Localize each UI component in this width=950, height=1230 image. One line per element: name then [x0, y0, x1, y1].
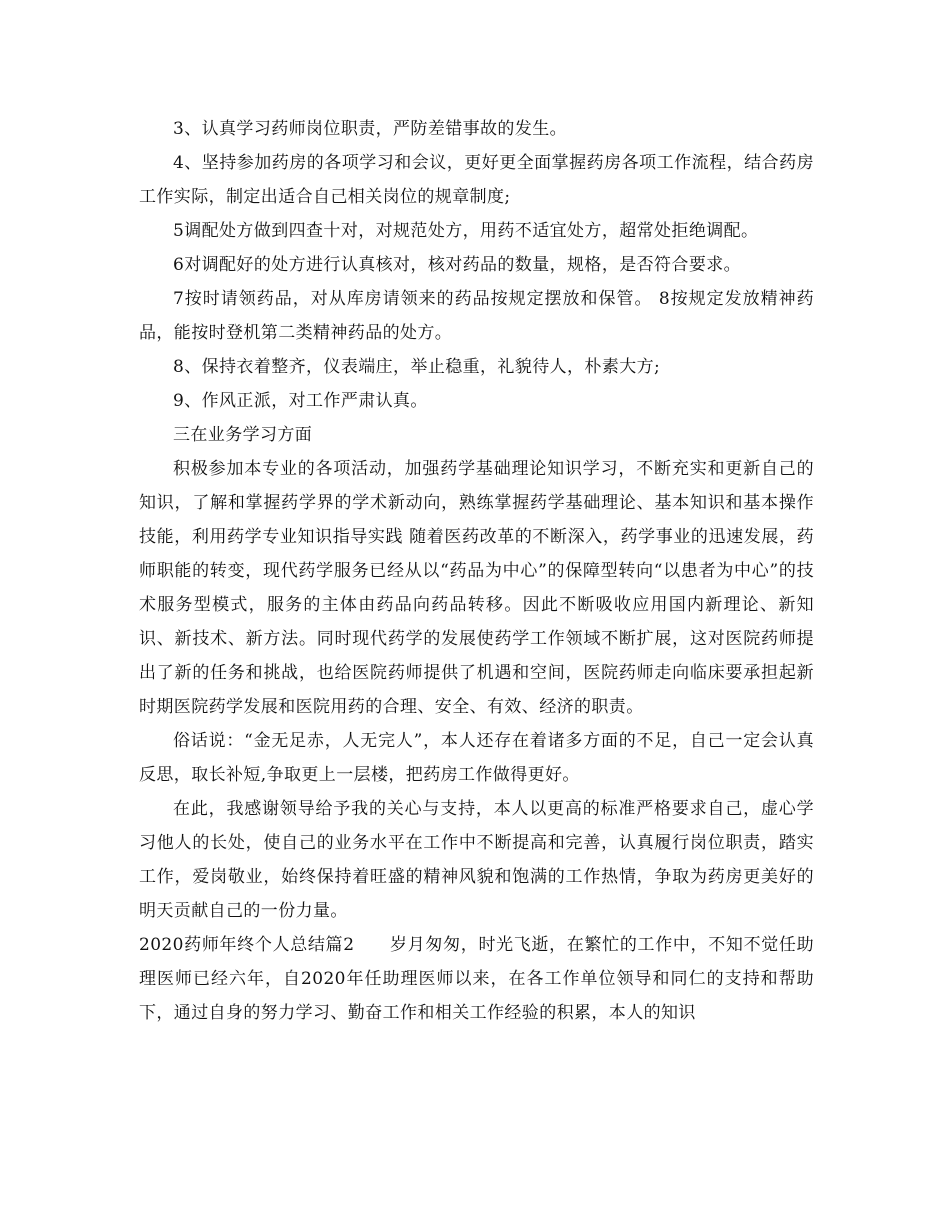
paragraph-item-5: 5调配处方做到四查十对，对规范处方，用药不适宜处方，超常处拒绝调配。 — [173, 221, 759, 241]
paragraph-item-9: 9、作风正派，对工作严肃认真。 — [173, 391, 428, 411]
paragraph-item-4: 4、坚持参加药房的各项学习和会议，更好更全面掌握药房各项工作流程，结合药房工作实际，制定出适合自己相关岗位的规章制度; — [139, 153, 814, 207]
paragraph-thanks: 在此，我感谢领导给予我的关心与支持，本人以更高的标准严格要求自己，虚心学习他人的长处，使自己的业务水平在工作中不断提高和完善，认真履行岗位职责，踏实工作，爱岗敬业，始终保持着旺盛的精神风貌和饱满的工作热情，争取为药房更美好的明天贡献自己的一份力量。 — [139, 799, 814, 921]
section-heading: 三在业务学习方面 — [173, 425, 313, 445]
paragraph-item-6: 6对调配好的处方进行认真核对，核对药品的数量，规格，是否符合要求。 — [173, 255, 742, 275]
paragraph-item-8: 8、保持衣着整齐，仪表端庄，举止稳重，礼貌待人，朴素大方; — [173, 357, 661, 377]
paragraph-study: 积极参加本专业的各项活动，加强药学基础理论知识学习，不断充实和更新自己的知识，了解和掌握药学界的学术新动向，熟练掌握药学基础理论、基本知识和基本操作技能，利用药学专业知识指导实践 随着医药改革的不断深入，药学事业的迅速发展，药师职能的转变，现代药学服务已经从以“药品为中心”的保障型转向“以患者为中心”的技术服务型模式，服务的主体由药品向药品转移。因此不断吸收应用国内新理论、新知识、新技术、新方法。同时现代药学的发展使药学工作领域不断扩展，这对医院药师提出了新的任务和挑战，也给医院药师提供了机遇和空间，医院药师走向临床要承担起新时期医院药学发展和医院用药的合理、安全、有效、经济的职责。 — [139, 459, 814, 717]
paragraph-proverb: 俗话说：“金无足赤，人无完人”，本人还存在着诸多方面的不足，自己一定会认真反思，取长补短,争取更上一层楼，把药房工作做得更好。 — [139, 731, 814, 785]
paragraph-part-2: 2020药师年终个人总结篇2 岁月匆匆，时光飞逝，在繁忙的工作中，不知不觉任助理医师已经六年，自2020年任助理医师以来，在各工作单位领导和同仁的支持和帮助下，通过自身的努力学习、勤奋工作和相关工作经验的积累，本人的知识 — [139, 935, 814, 1023]
document-body — [139, 112, 814, 1030]
paragraph-item-7: 7按时请领药品，对从库房请领来的药品按规定摆放和保管。 8按规定发放精神药品，能按时登机第二类精神药品的处方。 — [139, 289, 814, 343]
paragraph-item-3: 3、认真学习药师岗位职责，严防差错事故的发生。 — [173, 119, 568, 139]
